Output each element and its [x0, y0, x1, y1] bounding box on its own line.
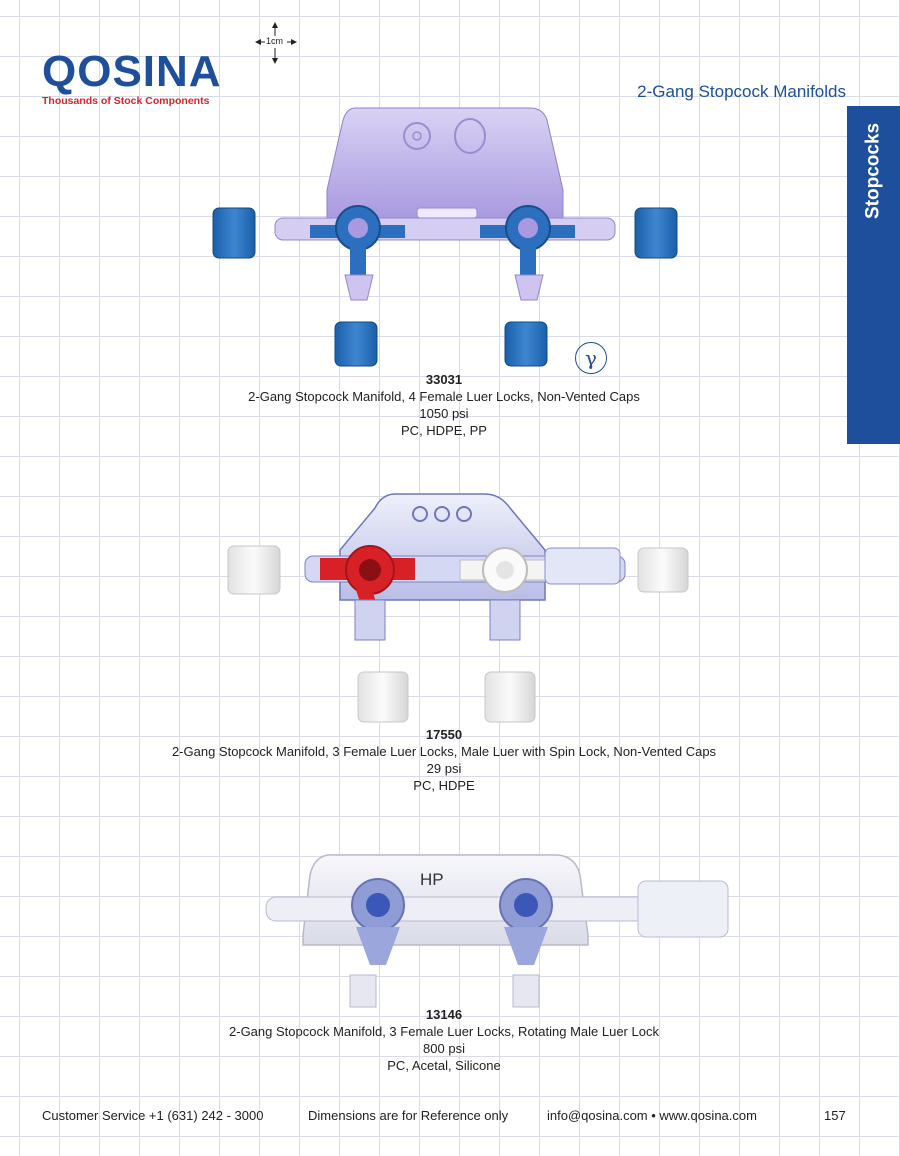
section-tab-label: Stopcocks — [862, 122, 884, 220]
product-caption-13146 — [0, 1006, 888, 1074]
scale-label: 1cm — [266, 36, 284, 46]
product-description: 2-Gang Stopcock Manifold, 4 Female Luer Locks, Non-Vented Caps — [248, 389, 640, 404]
brand-logo — [42, 47, 222, 107]
brand-name: QOSINA — [42, 47, 222, 96]
product-code: 33031 — [425, 372, 463, 387]
product-materials: PC, Acetal, Silicone — [387, 1058, 501, 1073]
page-number: 157 — [824, 1108, 846, 1123]
product-pressure: 29 psi — [426, 761, 462, 776]
footer-disclaimer: Dimensions are for Reference only — [308, 1108, 509, 1123]
product-description: 2-Gang Stopcock Manifold, 3 Female Luer Locks, Rotating Male Luer Lock — [229, 1024, 659, 1039]
product-image-13146 — [258, 845, 738, 1010]
product-image-33031 — [205, 100, 685, 370]
product-description: 2-Gang Stopcock Manifold, 3 Female Luer Locks, Male Luer with Spin Lock, Non-Vented Caps — [171, 744, 717, 759]
product-pressure: 800 psi — [423, 1041, 465, 1056]
footer-customer-service: Customer Service +1 (631) 242 - 3000 — [42, 1108, 264, 1123]
product-pressure: 1050 psi — [419, 406, 469, 421]
page-title: 2-Gang Stopcock Manifolds — [637, 82, 846, 101]
footer-contact: info@qosina.com • www.qosina.com — [547, 1108, 757, 1123]
product-materials: PC, HDPE — [413, 778, 475, 793]
product-code: 13146 — [425, 1007, 463, 1022]
gamma-sterilization-icon: γ — [575, 342, 607, 374]
product-image-17550 — [220, 490, 710, 730]
product-caption-33031 — [0, 371, 888, 439]
product-caption-17550 — [0, 726, 888, 794]
product-code: 17550 — [425, 727, 463, 742]
product-body-label: HP — [420, 870, 444, 889]
scale-marker — [255, 22, 297, 64]
brand-tagline: Thousands of Stock Components — [42, 95, 210, 107]
product-materials: PC, HDPE, PP — [401, 423, 487, 438]
